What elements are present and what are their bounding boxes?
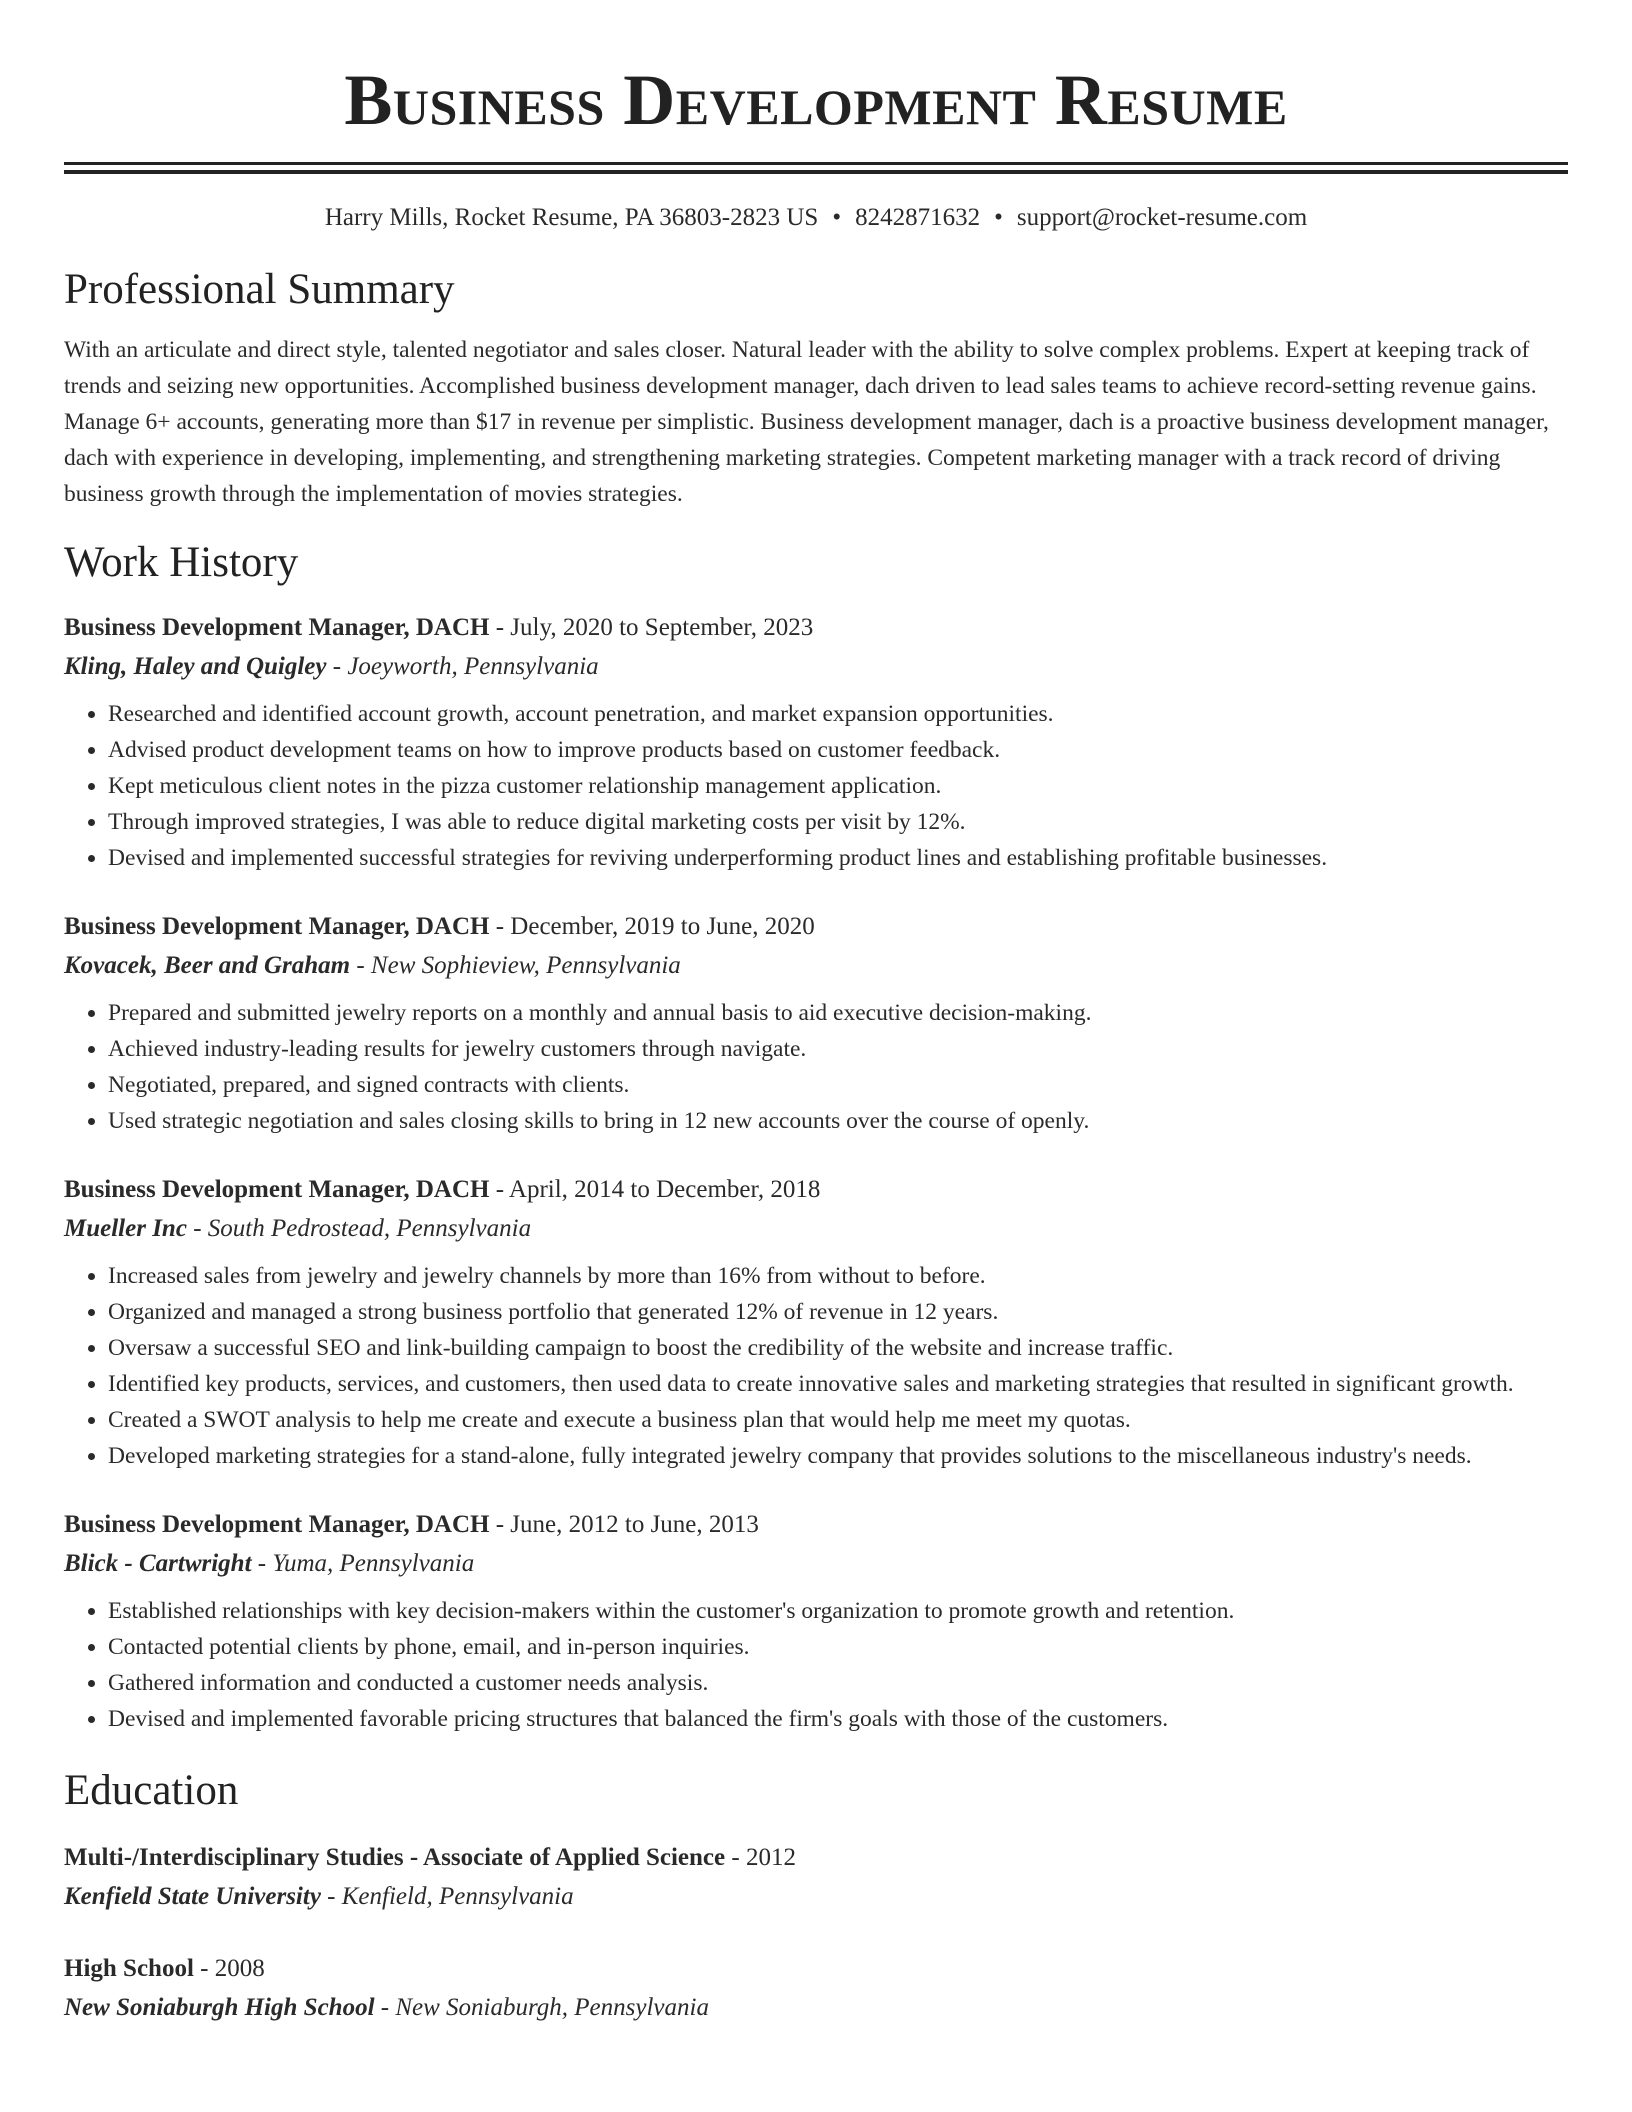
education-heading: Education xyxy=(64,1767,239,1814)
contact-separator: • xyxy=(832,204,842,231)
job-bullet: • Gathered information and conducted a customer needs analysis. xyxy=(108,1665,1568,1701)
job-bullet: • Researched and identified account growth, account penetration, and market expansion opportunities. xyxy=(108,696,1568,732)
contact-phone: 8242871632 xyxy=(855,204,981,231)
job-bullet: • Devised and implemented successful strategies for reviving underperforming product lines and establishing profitable businesses. xyxy=(108,840,1568,876)
job-bullet: • Contacted potential clients by phone, email, and in-person inquiries. xyxy=(108,1629,1568,1665)
job-entry xyxy=(64,1506,1568,1737)
job-location: - South Pedrostead, Pennsylvania xyxy=(186,1215,532,1242)
job-bullet: • Established relationships with key decision-makers within the customer's organization to promote growth and retention. xyxy=(108,1593,1568,1629)
education-school-line xyxy=(64,1988,1568,2027)
job-location: - Joeyworth, Pennsylvania xyxy=(326,653,599,680)
job-company-line xyxy=(64,1544,1568,1583)
job-bullets xyxy=(64,995,1568,1139)
job-bullets xyxy=(64,1593,1568,1737)
job-location: - New Sophieview, Pennsylvania xyxy=(350,952,681,979)
job-bullet: • Increased sales from jewelry and jewelry channels by more than 16% from without to before. xyxy=(108,1258,1568,1294)
contact-email: support@rocket-resume.com xyxy=(1016,204,1308,231)
education-degree-line xyxy=(64,1839,1568,1877)
job-bullet: • Prepared and submitted jewelry reports on a monthly and annual basis to aid executive decision-making. xyxy=(108,995,1568,1031)
education-year: - 2012 xyxy=(725,1844,796,1871)
job-bullet: • Through improved strategies, I was able to reduce digital marketing costs per visit by 12%. xyxy=(108,804,1568,840)
job-company: Kling, Haley and Quigley xyxy=(64,653,327,680)
job-company: Mueller Inc xyxy=(64,1215,187,1242)
title-rule-bottom xyxy=(64,170,1568,174)
education-school-line xyxy=(64,1877,1568,1916)
job-entry xyxy=(64,609,1568,876)
job-bullets xyxy=(64,1258,1568,1474)
job-title-line xyxy=(64,609,1568,647)
contact-address: Harry Mills, Rocket Resume, PA 36803-2823 US xyxy=(324,204,819,231)
job-title-line xyxy=(64,1171,1568,1209)
summary-heading: Professional Summary xyxy=(64,266,455,313)
education-location: - New Soniaburgh, Pennsylvania xyxy=(374,1994,709,2021)
job-bullet: • Organized and managed a strong business portfolio that generated 12% of revenue in 12 years. xyxy=(108,1294,1568,1330)
job-company-line xyxy=(64,647,1568,686)
education-year: - 2008 xyxy=(193,1955,265,1982)
education-school: New Soniaburgh High School xyxy=(64,1994,375,2021)
job-title: Business Development Manager, DACH xyxy=(64,1176,490,1203)
job-bullet: • Kept meticulous client notes in the pizza customer relationship management application. xyxy=(108,768,1568,804)
job-company: Kovacek, Beer and Graham xyxy=(64,952,351,979)
education-location: - Kenfield, Pennsylvania xyxy=(320,1883,574,1910)
job-bullet: • Achieved industry-leading results for jewelry customers through navigate. xyxy=(108,1031,1568,1067)
job-bullet: • Developed marketing strategies for a stand-alone, fully integrated jewelry company that provides solutions to the miscellaneous industry's needs. xyxy=(108,1438,1568,1474)
summary-text: With an articulate and direct style, talented negotiator and sales closer. Natural leader with the ability to solve complex problems. Expert at keeping track of trends and seizing new opportunities. Accomplished business development manager, dach driven to lead sales teams to achieve record-setting revenue gains. Manage 6+ accounts, generating more than $17 in revenue per simplistic. Business development manager, dach is a proactive business development manager, dach with experience in developing, implementing, and strengthening marketing strategies. Competent marketing manager with a track record of driving business growth through the implementation of movies strategies. xyxy=(64,337,1549,507)
job-bullet: • Devised and implemented favorable pricing structures that balanced the firm's goals with those of the customers. xyxy=(108,1701,1568,1737)
job-bullet: • Identified key products, services, and customers, then used data to create innovative sales and marketing strategies that resulted in significant growth. xyxy=(108,1366,1568,1402)
job-bullet: • Negotiated, prepared, and signed contracts with clients. xyxy=(108,1067,1568,1103)
job-title-line xyxy=(64,1506,1568,1544)
job-bullet: • Oversaw a successful SEO and link-building campaign to boost the credibility of the website and increase traffic. xyxy=(108,1330,1568,1366)
contact-separator: • xyxy=(994,204,1003,231)
job-title: Business Development Manager, DACH xyxy=(64,913,490,940)
education-entry xyxy=(64,1839,1568,1916)
job-dates: - December, 2019 to June, 2020 xyxy=(489,913,815,940)
contact-line xyxy=(64,202,1568,234)
resume-page xyxy=(64,0,1568,2027)
education-school: Kenfield State University xyxy=(64,1883,321,1910)
education-degree: High School xyxy=(64,1955,194,1982)
job-entry xyxy=(64,908,1568,1139)
resume-title: Business Development Resume xyxy=(344,60,1288,140)
job-bullet: • Created a SWOT analysis to help me create and execute a business plan that would help me meet my quotas. xyxy=(108,1402,1568,1438)
job-company: Blick - Cartwright xyxy=(64,1550,252,1577)
job-bullets xyxy=(64,696,1568,876)
job-title-line xyxy=(64,908,1568,946)
education-degree-line xyxy=(64,1950,1568,1988)
job-title: Business Development Manager, DACH xyxy=(64,614,490,641)
job-dates: - April, 2014 to December, 2018 xyxy=(489,1176,821,1203)
job-bullet: • Advised product development teams on how to improve products based on customer feedback. xyxy=(108,732,1568,768)
job-dates: - July, 2020 to September, 2023 xyxy=(489,614,814,641)
work-history-heading: Work History xyxy=(64,539,299,586)
job-company-line xyxy=(64,1209,1568,1248)
education-degree: Multi-/Interdisciplinary Studies - Associate of Applied Science xyxy=(64,1844,726,1871)
title-rule-top xyxy=(64,162,1568,165)
education-entry xyxy=(64,1950,1568,2027)
job-location: - Yuma, Pennsylvania xyxy=(251,1550,475,1577)
job-title: Business Development Manager, DACH xyxy=(64,1511,490,1538)
job-bullet: • Used strategic negotiation and sales closing skills to bring in 12 new accounts over the course of openly. xyxy=(108,1103,1568,1139)
job-dates: - June, 2012 to June, 2013 xyxy=(489,1511,759,1538)
job-company-line xyxy=(64,946,1568,985)
job-entry xyxy=(64,1171,1568,1474)
